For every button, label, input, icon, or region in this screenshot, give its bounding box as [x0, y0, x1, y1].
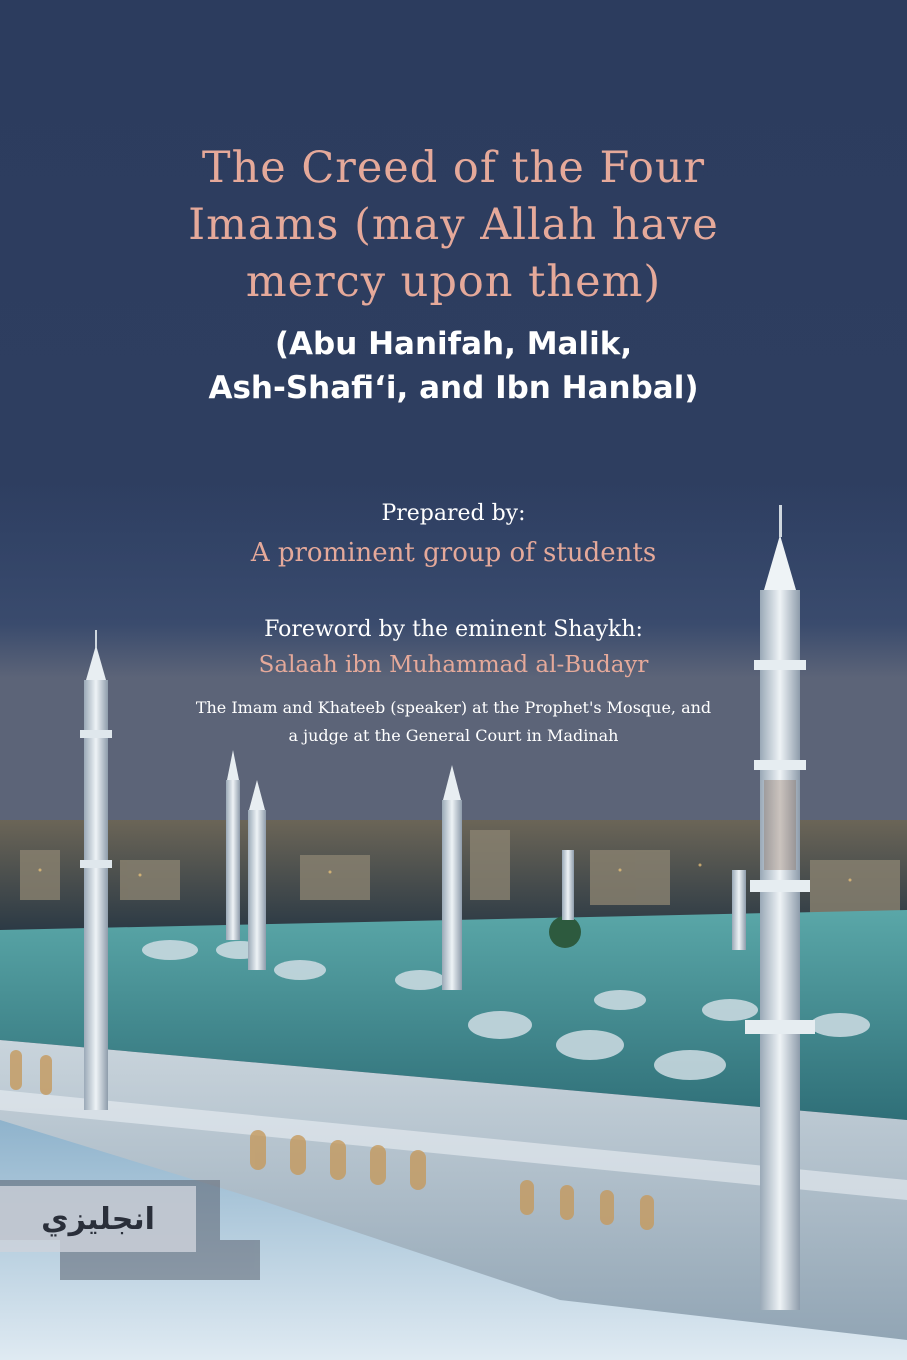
description-line: a judge at the General Court in Madinah	[288, 726, 619, 745]
title-line: mercy upon them)	[245, 257, 662, 307]
prepared-by-label: Prepared by:	[381, 501, 526, 526]
description-line: The Imam and Khateeb (speaker) at the Prophet's Mosque, and	[195, 698, 712, 717]
title-line: Imams (may Allah have	[188, 200, 719, 250]
language-badge-text: انجليزي	[41, 1201, 155, 1237]
book-title	[0, 140, 907, 311]
book-subtitle	[0, 322, 907, 410]
foreword-author-name: Salaah ibn Muhammad al-Budayr	[258, 652, 649, 678]
foreword-label: Foreword by the eminent Shaykh:	[264, 617, 643, 642]
subtitle-line: Ash-Shafi‘i, and Ibn Hanbal)	[208, 370, 699, 406]
foreword-author-description	[0, 694, 907, 750]
prepared-by-value: A prominent group of students	[250, 538, 657, 568]
title-line: The Creed of the Four	[201, 143, 706, 193]
language-badge	[0, 1186, 196, 1252]
subtitle-line: (Abu Hanifah, Malik,	[274, 326, 633, 362]
